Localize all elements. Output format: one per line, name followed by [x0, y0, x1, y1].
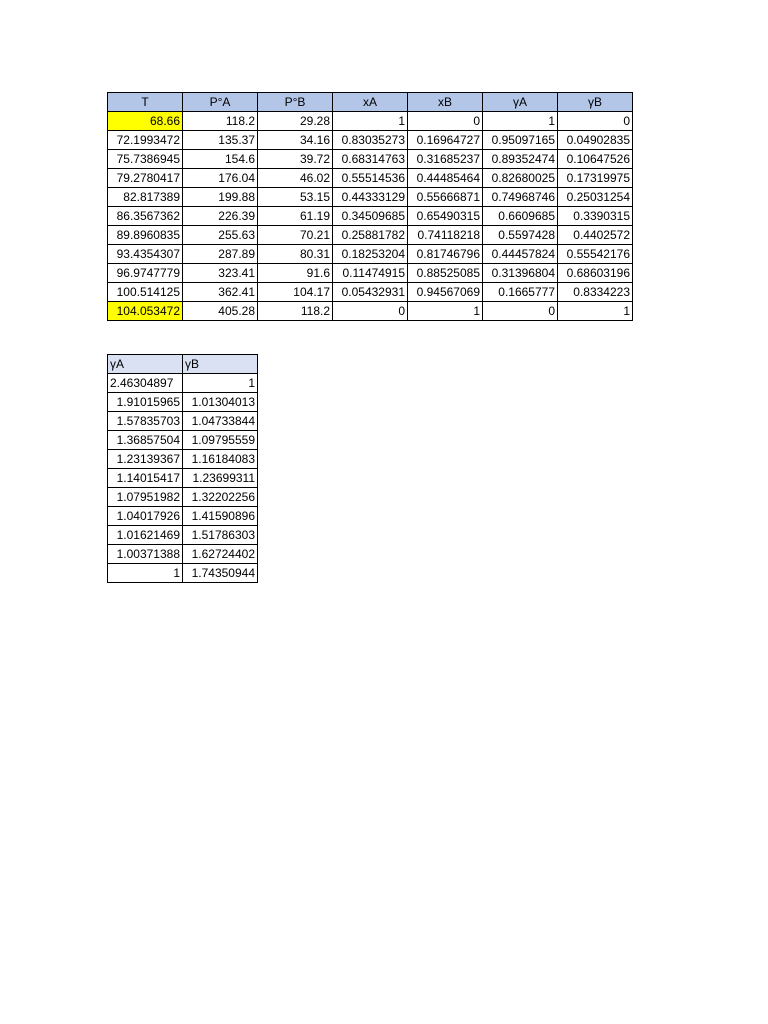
table-cell[interactable]: 79.2780417 — [108, 169, 183, 188]
header-cell[interactable]: xA — [333, 93, 408, 112]
table-row — [108, 207, 633, 226]
table-row — [108, 245, 633, 264]
table-cell[interactable]: 0 — [408, 112, 483, 131]
table-cell[interactable]: 0.34509685 — [333, 207, 408, 226]
table-row — [108, 526, 258, 545]
table-cell[interactable]: 0 — [483, 302, 558, 321]
table-row — [108, 450, 258, 469]
table-cell[interactable]: 0.55542176 — [558, 245, 633, 264]
table-cell[interactable]: 0.4402572 — [558, 226, 633, 245]
table-cell[interactable]: 1.04017926 — [108, 507, 183, 526]
table-cell[interactable]: 0.74118218 — [408, 226, 483, 245]
table-row — [108, 131, 633, 150]
table-cell[interactable]: 0.10647526 — [558, 150, 633, 169]
table-cell[interactable]: 1.16184083 — [183, 450, 258, 469]
table-cell[interactable]: 53.15 — [258, 188, 333, 207]
table-cell[interactable]: 61.19 — [258, 207, 333, 226]
table-cell[interactable]: 34.16 — [258, 131, 333, 150]
table-cell[interactable]: 1.09795559 — [183, 431, 258, 450]
table-cell[interactable]: 154.6 — [183, 150, 258, 169]
table-row — [108, 264, 633, 283]
table-cell[interactable]: 176.04 — [183, 169, 258, 188]
table-cell[interactable]: 1.32202256 — [183, 488, 258, 507]
table-cell[interactable]: 0.6609685 — [483, 207, 558, 226]
table-cell-highlighted[interactable]: 104.053472 — [108, 302, 183, 321]
table-cell[interactable]: 1.36857504 — [108, 431, 183, 450]
table-cell[interactable]: 1.41590896 — [183, 507, 258, 526]
activity-coefficient-table — [107, 354, 258, 583]
table-cell[interactable]: 0.81746796 — [408, 245, 483, 264]
table-row — [108, 564, 258, 583]
table-cell[interactable]: 0 — [333, 302, 408, 321]
table-cell[interactable]: 0.44485464 — [408, 169, 483, 188]
table-cell[interactable]: 89.8960835 — [108, 226, 183, 245]
table-cell[interactable]: 118.2 — [183, 112, 258, 131]
table-cell[interactable]: 135.37 — [183, 131, 258, 150]
table-row — [108, 112, 633, 131]
table-cell[interactable]: 0.04902835 — [558, 131, 633, 150]
header-cell[interactable]: P°A — [183, 93, 258, 112]
table-row — [108, 169, 633, 188]
table-cell[interactable]: 1 — [558, 302, 633, 321]
table-cell[interactable]: 362.41 — [183, 283, 258, 302]
table-row — [108, 188, 633, 207]
table-cell-highlighted[interactable]: 68.66 — [108, 112, 183, 131]
table-cell[interactable]: 1 — [108, 564, 183, 583]
table-cell[interactable]: 1.91015965 — [108, 393, 183, 412]
table-cell[interactable]: 82.817389 — [108, 188, 183, 207]
table-cell[interactable]: 0 — [558, 112, 633, 131]
table-cell[interactable]: 91.6 — [258, 264, 333, 283]
table-cell[interactable]: 1.04733844 — [183, 412, 258, 431]
table-cell[interactable]: 323.41 — [183, 264, 258, 283]
table-cell[interactable]: 75.7386945 — [108, 150, 183, 169]
table-cell[interactable]: 46.02 — [258, 169, 333, 188]
table-cell[interactable]: 0.16964727 — [408, 131, 483, 150]
table-row — [108, 507, 258, 526]
header-cell[interactable]: γA — [108, 355, 183, 374]
table-cell[interactable]: 0.31396804 — [483, 264, 558, 283]
header-cell[interactable]: γB — [558, 93, 633, 112]
table-cell[interactable]: 1.07951982 — [108, 488, 183, 507]
table-cell[interactable]: 287.89 — [183, 245, 258, 264]
table-cell[interactable]: 0.68314763 — [333, 150, 408, 169]
table-cell[interactable]: 1 — [483, 112, 558, 131]
table-cell[interactable]: 1.00371388 — [108, 545, 183, 564]
table-cell[interactable]: 100.514125 — [108, 283, 183, 302]
table-cell[interactable]: 0.05432931 — [333, 283, 408, 302]
header-cell[interactable]: γA — [483, 93, 558, 112]
table-row — [108, 412, 258, 431]
table-cell[interactable]: 0.3390315 — [558, 207, 633, 226]
table-cell[interactable]: 86.3567362 — [108, 207, 183, 226]
table-row — [108, 431, 258, 450]
header-row — [108, 355, 258, 374]
header-cell[interactable]: γB — [183, 355, 258, 374]
table-cell[interactable]: 1.51786303 — [183, 526, 258, 545]
table-cell[interactable]: 1.23699311 — [183, 469, 258, 488]
table-cell[interactable]: 0.8334223 — [558, 283, 633, 302]
table-cell[interactable]: 1 — [333, 112, 408, 131]
table-cell[interactable]: 1.74350944 — [183, 564, 258, 583]
table-cell[interactable]: 0.31685237 — [408, 150, 483, 169]
table-cell[interactable]: 1.01304013 — [183, 393, 258, 412]
table-row — [108, 545, 258, 564]
table-cell[interactable]: 0.82680025 — [483, 169, 558, 188]
header-cell[interactable]: P°B — [258, 93, 333, 112]
table-cell[interactable]: 104.17 — [258, 283, 333, 302]
table-cell[interactable]: 0.95097165 — [483, 131, 558, 150]
table-cell[interactable]: 1.14015417 — [108, 469, 183, 488]
table-cell[interactable]: 2.46304897 — [108, 374, 183, 393]
table-cell[interactable]: 255.63 — [183, 226, 258, 245]
table-row — [108, 488, 258, 507]
table-cell[interactable]: 93.4354307 — [108, 245, 183, 264]
table-cell[interactable]: 0.55514536 — [333, 169, 408, 188]
table-cell[interactable]: 1 — [408, 302, 483, 321]
table-cell[interactable]: 1.23139367 — [108, 450, 183, 469]
table-row — [108, 393, 258, 412]
table-cell[interactable]: 1.62724402 — [183, 545, 258, 564]
table-cell[interactable]: 0.74968746 — [483, 188, 558, 207]
table-cell[interactable]: 0.94567069 — [408, 283, 483, 302]
table-cell[interactable]: 72.1993472 — [108, 131, 183, 150]
table-cell[interactable]: 0.44457824 — [483, 245, 558, 264]
table-cell[interactable]: 0.5597428 — [483, 226, 558, 245]
table-cell[interactable]: 0.68603196 — [558, 264, 633, 283]
table-cell[interactable]: 0.65490315 — [408, 207, 483, 226]
table-row — [108, 302, 633, 321]
table-cell[interactable]: 0.1665777 — [483, 283, 558, 302]
vapor-pressure-table — [107, 92, 633, 321]
table-cell[interactable]: 0.17319975 — [558, 169, 633, 188]
table-cell[interactable]: 0.83035273 — [333, 131, 408, 150]
table-cell[interactable]: 29.28 — [258, 112, 333, 131]
table-cell[interactable]: 80.31 — [258, 245, 333, 264]
table-cell[interactable]: 226.39 — [183, 207, 258, 226]
table-cell[interactable]: 405.28 — [183, 302, 258, 321]
header-cell[interactable]: T — [108, 93, 183, 112]
table-cell[interactable]: 0.18253204 — [333, 245, 408, 264]
table-cell[interactable]: 0.25031254 — [558, 188, 633, 207]
table-cell[interactable]: 1.01621469 — [108, 526, 183, 545]
table-cell[interactable]: 0.11474915 — [333, 264, 408, 283]
header-cell[interactable]: xB — [408, 93, 483, 112]
table-cell[interactable]: 0.25881782 — [333, 226, 408, 245]
table-cell[interactable]: 70.21 — [258, 226, 333, 245]
table-row — [108, 374, 258, 393]
table-row — [108, 469, 258, 488]
table-cell[interactable]: 96.9747779 — [108, 264, 183, 283]
table-cell[interactable]: 0.55666871 — [408, 188, 483, 207]
header-row — [108, 93, 633, 112]
table-cell[interactable]: 1.57835703 — [108, 412, 183, 431]
table-row — [108, 226, 633, 245]
table-row — [108, 283, 633, 302]
table-row — [108, 150, 633, 169]
table-cell[interactable]: 199.88 — [183, 188, 258, 207]
table-cell[interactable]: 118.2 — [258, 302, 333, 321]
table-cell[interactable]: 0.44333129 — [333, 188, 408, 207]
table-cell[interactable]: 39.72 — [258, 150, 333, 169]
table-cell[interactable]: 1 — [183, 374, 258, 393]
table-cell[interactable]: 0.88525085 — [408, 264, 483, 283]
table-cell[interactable]: 0.89352474 — [483, 150, 558, 169]
